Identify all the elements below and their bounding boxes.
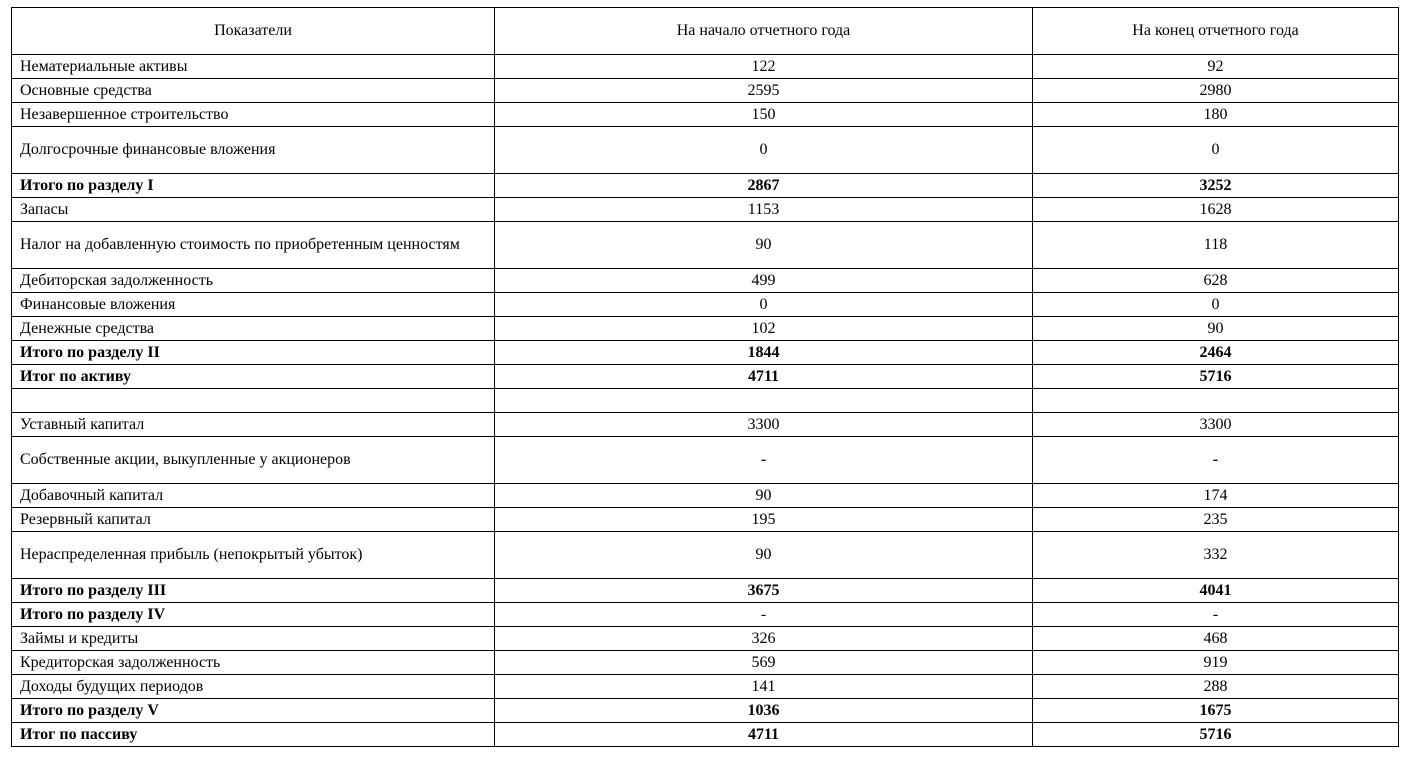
row-end-value: 235 <box>1033 508 1399 532</box>
row-end-value: 90 <box>1033 317 1399 341</box>
row-label: Основные средства <box>12 79 495 103</box>
row-end-value: 332 <box>1033 532 1399 579</box>
row-end-value: 180 <box>1033 103 1399 127</box>
row-start-value: 4711 <box>495 365 1033 389</box>
row-start-value: - <box>495 437 1033 484</box>
table-row <box>12 103 1399 127</box>
row-label: Итог по пассиву <box>12 723 495 747</box>
row-end-value: 468 <box>1033 627 1399 651</box>
row-end-value: - <box>1033 603 1399 627</box>
row-label <box>12 389 495 413</box>
row-start-value: 90 <box>495 532 1033 579</box>
row-end-value: 3300 <box>1033 413 1399 437</box>
table-row <box>12 484 1399 508</box>
row-start-value: 1036 <box>495 699 1033 723</box>
row-start-value: 3675 <box>495 579 1033 603</box>
row-end-value: 3252 <box>1033 174 1399 198</box>
row-label: Доходы будущих периодов <box>12 675 495 699</box>
header-end-of-year: На конец отчетного года <box>1033 8 1399 55</box>
row-start-value: 0 <box>495 127 1033 174</box>
row-start-value: 90 <box>495 484 1033 508</box>
row-label: Итого по разделу II <box>12 341 495 365</box>
row-end-value: 628 <box>1033 269 1399 293</box>
row-end-value: 2980 <box>1033 79 1399 103</box>
header-indicator: Показатели <box>12 8 495 55</box>
table-header-row <box>12 8 1399 55</box>
row-end-value: 1675 <box>1033 699 1399 723</box>
table-row <box>12 198 1399 222</box>
total-row <box>12 365 1399 389</box>
row-end-value: 0 <box>1033 127 1399 174</box>
table-row <box>12 269 1399 293</box>
row-end-value: 288 <box>1033 675 1399 699</box>
table-row <box>12 508 1399 532</box>
row-label: Займы и кредиты <box>12 627 495 651</box>
subtotal-row <box>12 341 1399 365</box>
table-row <box>12 437 1399 484</box>
row-label: Итог по активу <box>12 365 495 389</box>
subtotal-row <box>12 603 1399 627</box>
row-end-value: 4041 <box>1033 579 1399 603</box>
row-label: Незавершенное строительство <box>12 103 495 127</box>
row-start-value: 0 <box>495 293 1033 317</box>
row-start-value: 499 <box>495 269 1033 293</box>
row-start-value: 2595 <box>495 79 1033 103</box>
row-label: Итого по разделу I <box>12 174 495 198</box>
row-start-value <box>495 389 1033 413</box>
header-start-of-year: На начало отчетного года <box>495 8 1033 55</box>
row-start-value: 569 <box>495 651 1033 675</box>
row-label: Долгосрочные финансовые вложения <box>12 127 495 174</box>
table-row <box>12 532 1399 579</box>
row-end-value: - <box>1033 437 1399 484</box>
row-label: Запасы <box>12 198 495 222</box>
row-label: Уставный капитал <box>12 413 495 437</box>
table-row <box>12 675 1399 699</box>
row-start-value: 3300 <box>495 413 1033 437</box>
total-row <box>12 723 1399 747</box>
row-end-value: 5716 <box>1033 365 1399 389</box>
row-label: Кредиторская задолженность <box>12 651 495 675</box>
table-row <box>12 317 1399 341</box>
row-label: Итого по разделу IV <box>12 603 495 627</box>
table-row <box>12 55 1399 79</box>
table-row <box>12 293 1399 317</box>
row-end-value: 5716 <box>1033 723 1399 747</box>
row-start-value: 195 <box>495 508 1033 532</box>
row-end-value: 919 <box>1033 651 1399 675</box>
row-label: Финансовые вложения <box>12 293 495 317</box>
row-start-value: 150 <box>495 103 1033 127</box>
table-row <box>12 79 1399 103</box>
table-row <box>12 222 1399 269</box>
table-row <box>12 413 1399 437</box>
empty-separator-row <box>12 389 1399 413</box>
row-start-value: 90 <box>495 222 1033 269</box>
row-end-value: 118 <box>1033 222 1399 269</box>
row-label: Нематериальные активы <box>12 55 495 79</box>
row-label: Нераспределенная прибыль (непокрытый убыток) <box>12 532 495 579</box>
row-label: Собственные акции, выкупленные у акционеров <box>12 437 495 484</box>
row-label: Добавочный капитал <box>12 484 495 508</box>
row-end-value <box>1033 389 1399 413</box>
row-end-value: 174 <box>1033 484 1399 508</box>
row-label: Дебиторская задолженность <box>12 269 495 293</box>
table-row <box>12 627 1399 651</box>
subtotal-row <box>12 174 1399 198</box>
row-label: Налог на добавленную стоимость по приобретенным ценностям <box>12 222 495 269</box>
row-start-value: 102 <box>495 317 1033 341</box>
row-start-value: 326 <box>495 627 1033 651</box>
subtotal-row <box>12 699 1399 723</box>
row-start-value: 141 <box>495 675 1033 699</box>
row-end-value: 1628 <box>1033 198 1399 222</box>
row-end-value: 0 <box>1033 293 1399 317</box>
row-start-value: - <box>495 603 1033 627</box>
row-start-value: 2867 <box>495 174 1033 198</box>
row-end-value: 2464 <box>1033 341 1399 365</box>
row-start-value: 4711 <box>495 723 1033 747</box>
table-row <box>12 651 1399 675</box>
row-label: Денежные средства <box>12 317 495 341</box>
row-start-value: 122 <box>495 55 1033 79</box>
table-row <box>12 127 1399 174</box>
subtotal-row <box>12 579 1399 603</box>
row-start-value: 1153 <box>495 198 1033 222</box>
row-label: Итого по разделу III <box>12 579 495 603</box>
balance-sheet-table <box>11 7 1399 747</box>
row-label: Итого по разделу V <box>12 699 495 723</box>
row-start-value: 1844 <box>495 341 1033 365</box>
row-end-value: 92 <box>1033 55 1399 79</box>
row-label: Резервный капитал <box>12 508 495 532</box>
